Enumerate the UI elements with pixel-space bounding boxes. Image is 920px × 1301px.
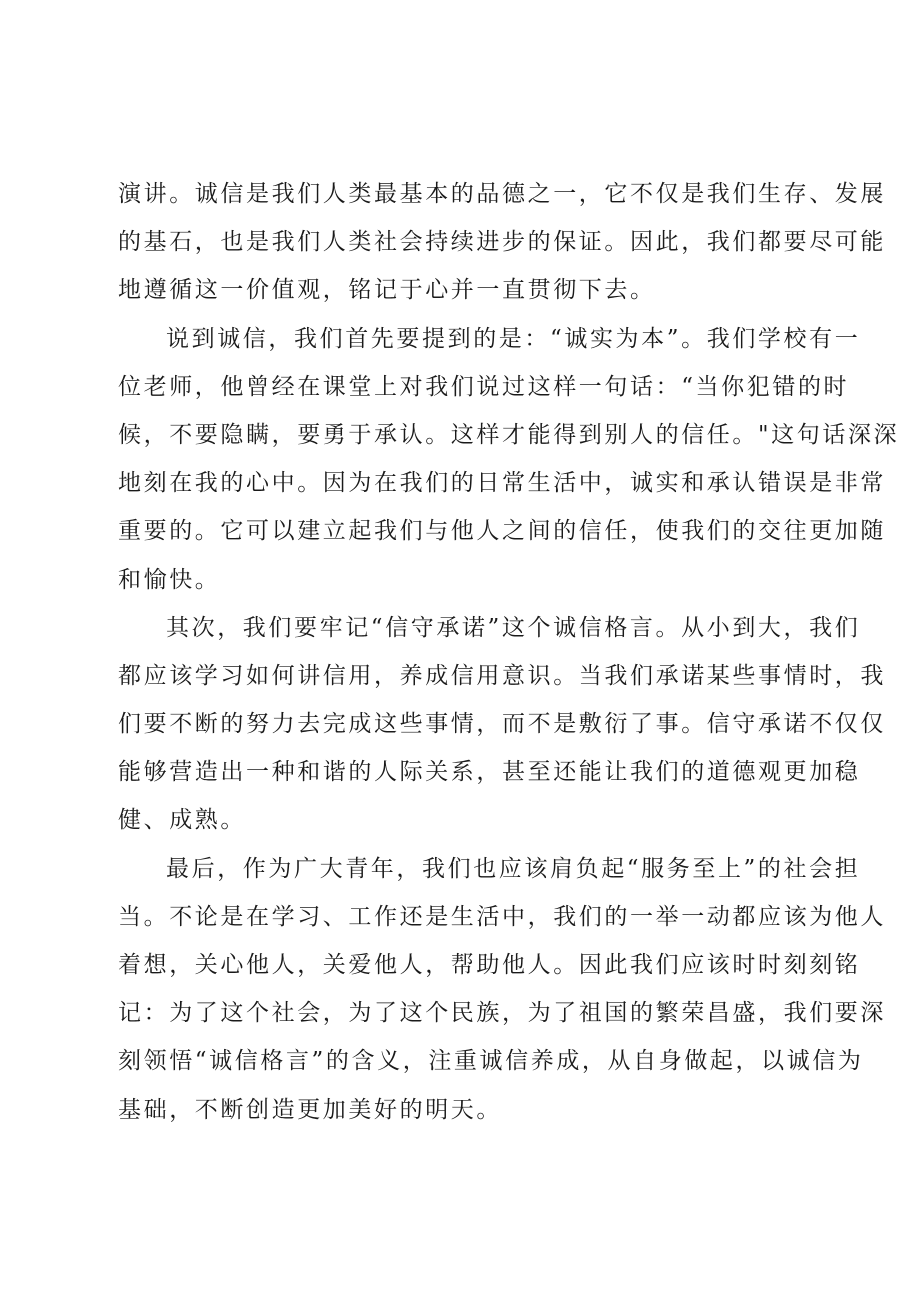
paragraph-2 — [118, 315, 900, 604]
paragraph-3 — [118, 604, 886, 845]
text-line: 着想，关心他人，关爱他人，帮助他人。因此我们应该时时刻刻铭 — [118, 952, 861, 978]
text-line: 们要不断的努力去完成这些事情，而不是敷衍了事。信守承诺不仅仅 — [118, 711, 886, 738]
text-line: 地遵循这一价值观，铭记于心并一直贯彻下去。 — [118, 277, 656, 304]
text-line: 重要的。它可以建立起我们与他人之间的信任，使我们的交往更加随 — [118, 518, 886, 545]
text-line: 能够营造出一种和谐的人际关系，甚至还能让我们的道德观更加稳 — [118, 759, 861, 786]
text-line: 健、成熟。 — [118, 807, 246, 834]
text-line: 说到诚信，我们首先要提到的是：“诚实为本”。我们学校有一 — [166, 325, 861, 352]
paragraph-4 — [118, 845, 886, 1134]
text-line: 位老师，他曾经在课堂上对我们说过这样一句话：“当你犯错的时 — [118, 373, 850, 400]
text-line: 最后，作为广大青年，我们也应该肩负起“服务至上”的社会担 — [166, 855, 861, 882]
paragraph-1 — [118, 170, 886, 315]
text-line: 其次，我们要牢记“信守承诺”这个诚信格言。从小到大，我们 — [166, 614, 861, 641]
text-line: 候，不要隐瞒，要勇于承认。这样才能得到别人的信任。"这句话深深 — [118, 421, 900, 448]
text-line: 的基石，也是我们人类社会持续进步的保证。因此，我们都要尽可能 — [118, 229, 886, 256]
text-line: 刻领悟“诚信格言”的含义，注重诚信养成，从自身做起，以诚信为 — [118, 1048, 864, 1075]
text-line: 都应该学习如何讲信用，养成信用意识。当我们承诺某些事情时，我 — [118, 662, 886, 689]
body-text — [118, 170, 900, 1134]
text-line: 演讲。诚信是我们人类最基本的品德之一，它不仅是我们生存、发展 — [118, 181, 886, 207]
text-line: 和愉快。 — [118, 566, 221, 593]
text-line: 记：为了这个社会，为了这个民族，为了祖国的繁荣昌盛，我们要深 — [118, 1000, 886, 1027]
text-line: 基础，不断创造更加美好的明天。 — [118, 1096, 502, 1123]
text-line: 当。不论是在学习、工作还是生活中，我们的一举一动都应该为他人 — [118, 903, 886, 930]
text-line: 地刻在我的心中。因为在我们的日常生活中，诚实和承认错误是非常 — [118, 470, 886, 497]
